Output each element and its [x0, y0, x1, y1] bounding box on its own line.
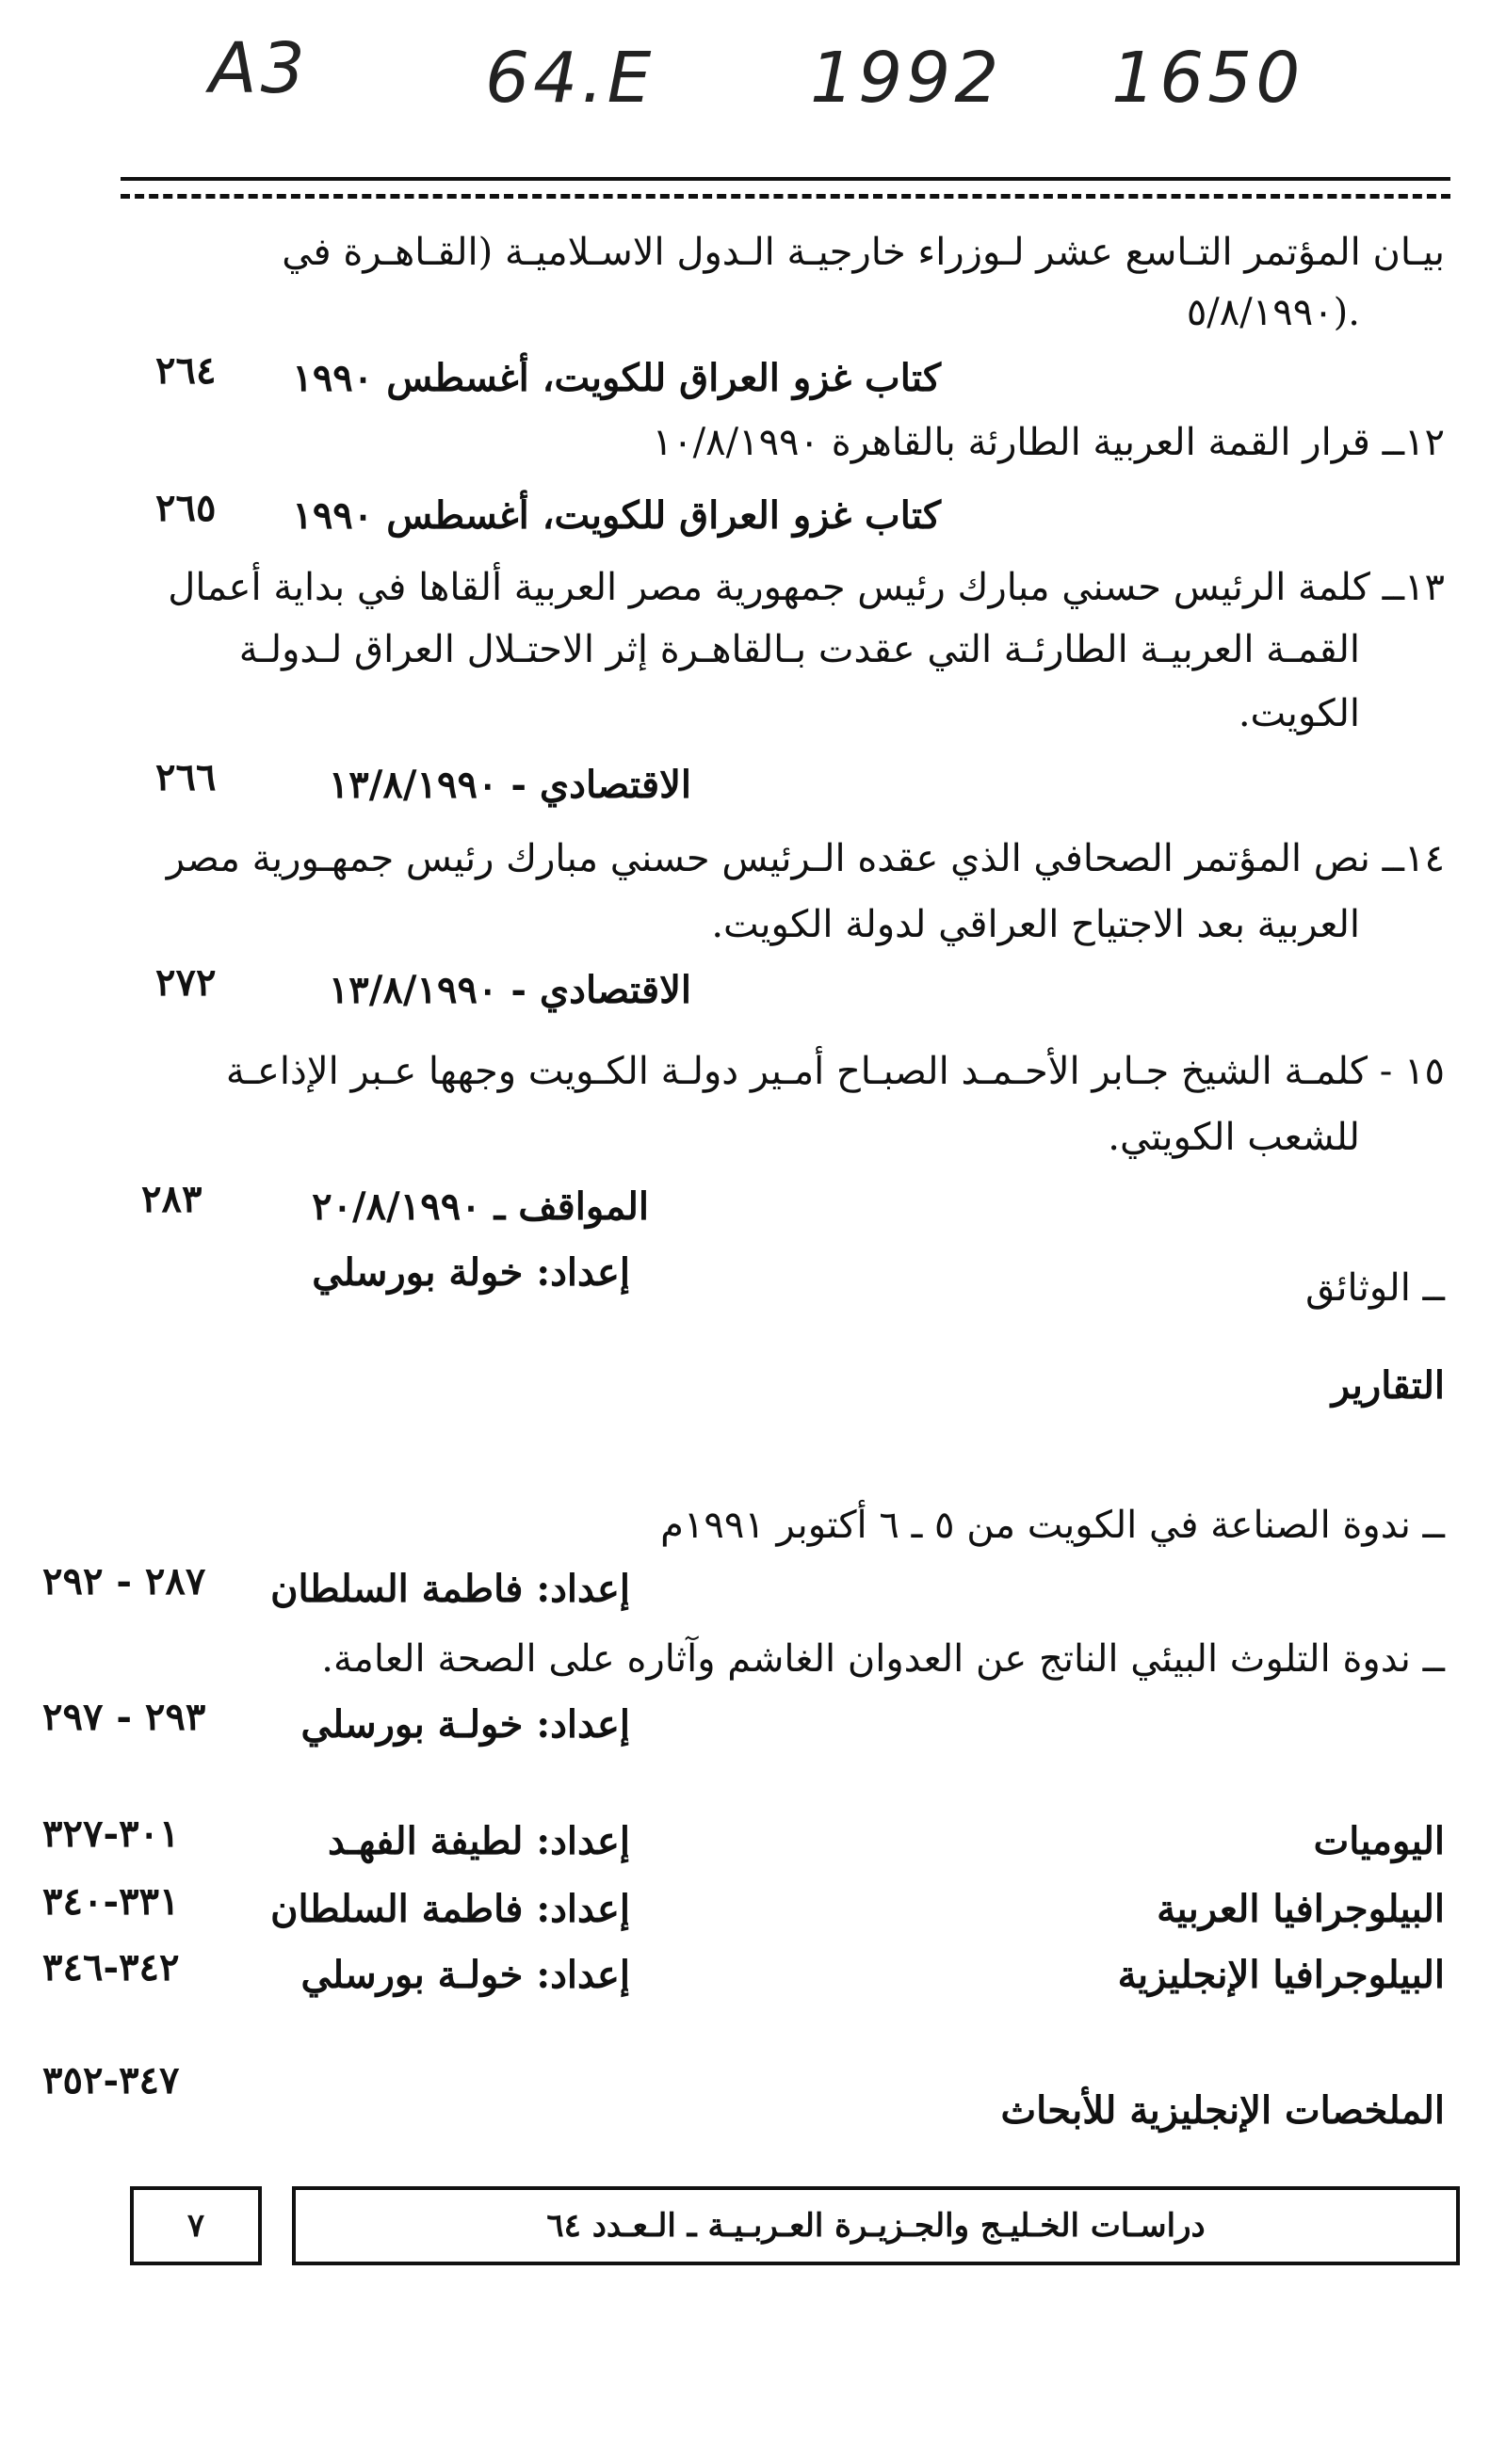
english-abstracts-label: الملخصات الإنجليزية للأبحاث: [1000, 2088, 1445, 2133]
report-2-prepared-by: إعداد: خولـة بورسلي: [300, 1702, 630, 1747]
item-13-page: ٢٦٦: [155, 755, 217, 799]
item-12-text: ١٢ــ قرار القمة العربية الطارئة بالقاهرة ١٠/٨/١٩٩٠: [652, 421, 1445, 464]
item-15-text-line2: للشعب الكويتي.: [1108, 1116, 1360, 1159]
item-15-page: ٢٨٣: [141, 1177, 202, 1221]
report-1-title: ــ ندوة الصناعة في الكويت من ٥ ـ ٦ أكتوبر ١٩٩١م: [660, 1504, 1445, 1547]
item-11-text-line2: ٥/٨/١٩٩٠).: [1186, 291, 1360, 334]
journal-title: دراسـات الخـليـج والجـزيـرة العـربـيـة ـ الـعـدد ٦٤: [546, 2207, 1206, 2245]
diaries-pages: ٣٠١-٣٢٧: [42, 1812, 180, 1856]
bibliography-arabic-label: البيلوجرافيا العربية: [1157, 1887, 1445, 1931]
page-number-box: [130, 2186, 262, 2265]
item-13-text-line1: ١٣ــ كلمة الرئيس حسني مبارك رئيس جمهورية مصر العربية ألقاها في بداية أعمال: [168, 566, 1445, 609]
item-15-source: المواقف ـ ٢٠/٨/١٩٩٠: [312, 1184, 649, 1229]
item-14-source: الاقتصادي - ١٣/٨/١٩٩٠: [328, 968, 691, 1012]
item-13-source: الاقتصادي - ١٣/٨/١٩٩٠: [328, 763, 691, 807]
item-11-source: كتاب غزو العراق للكويت، أغسطس ١٩٩٠: [292, 356, 941, 400]
english-abstracts-pages: ٣٤٧-٣٥٢: [42, 2058, 180, 2102]
documents-prepared-by: إعداد: خولة بورسلي: [312, 1250, 630, 1295]
handwritten-mark-a3: A3: [209, 28, 309, 109]
diaries-label: اليوميات: [1313, 1819, 1445, 1863]
bibliography-english-prepared-by: إعداد: خولـة بورسلي: [300, 1953, 630, 1997]
bibliography-arabic-prepared-by: إعداد: فاطمة السلطان: [270, 1887, 630, 1931]
diaries-prepared-by: إعداد: لطيفة الفهـد: [328, 1819, 630, 1863]
journal-footer-box: [292, 2186, 1460, 2265]
handwritten-mark-64e: 64.E: [485, 38, 656, 119]
handwritten-mark-1992: 1992: [810, 38, 1003, 119]
bibliography-english-pages: ٣٤٢-٣٤٦: [42, 1945, 180, 1989]
handwritten-mark-1650: 1650: [1111, 38, 1304, 119]
item-13-text-line3: الكويت.: [1238, 692, 1360, 735]
bibliography-arabic-pages: ٣٣١-٣٤٠: [42, 1879, 180, 1924]
item-14-text-line2: العربية بعد الاجتياح العراقي لدولة الكويت.: [711, 903, 1360, 946]
report-2-pages: ٢٩٣ - ٢٩٧: [42, 1695, 206, 1739]
page-number: ٧: [186, 2207, 205, 2245]
report-1-prepared-by: إعداد: فاطمة السلطان: [270, 1567, 630, 1611]
item-11-text-line1: بيـان المؤتمر التـاسع عشر لـوزراء خارجيـة الـدول الاسـلاميـة (القـاهـرة في: [282, 231, 1445, 274]
documents-label: ــ الوثائق: [1305, 1266, 1445, 1310]
report-2-title: ــ ندوة التلوث البيئي الناتج عن العدوان الغاشم وآثاره على الصحة العامة.: [321, 1637, 1445, 1681]
bibliography-english-label: البيلوجرافيا الإنجليزية: [1117, 1953, 1445, 1997]
item-13-text-line2: القمـة العربيـة الطارئـة التي عقدت بـالقاهـرة إثر الاحتـلال العراق لـدولـة: [238, 628, 1360, 671]
header-rule-dashed: [121, 194, 1450, 199]
item-12-source: كتاب غزو العراق للكويت، أغسطس ١٩٩٠: [292, 493, 941, 538]
item-12-page: ٢٦٥: [155, 486, 217, 530]
header-rule: [121, 177, 1450, 181]
item-11-page: ٢٦٤: [155, 348, 217, 393]
item-14-text-line1: ١٤ــ نص المؤتمر الصحافي الذي عقده الـرئيس حسني مبارك رئيس جمهـورية مصر: [166, 837, 1445, 880]
item-14-page: ٢٧٢: [155, 960, 217, 1005]
reports-heading: التقارير: [1331, 1363, 1445, 1408]
item-15-text-line1: ١٥ - كلمـة الشيخ جـابر الأحـمـد الصبـاح أمـير دولـة الكـويت وجهها عـبر الإذاعـة: [225, 1050, 1445, 1093]
report-1-pages: ٢٨٧ - ٢٩٢: [42, 1559, 206, 1603]
